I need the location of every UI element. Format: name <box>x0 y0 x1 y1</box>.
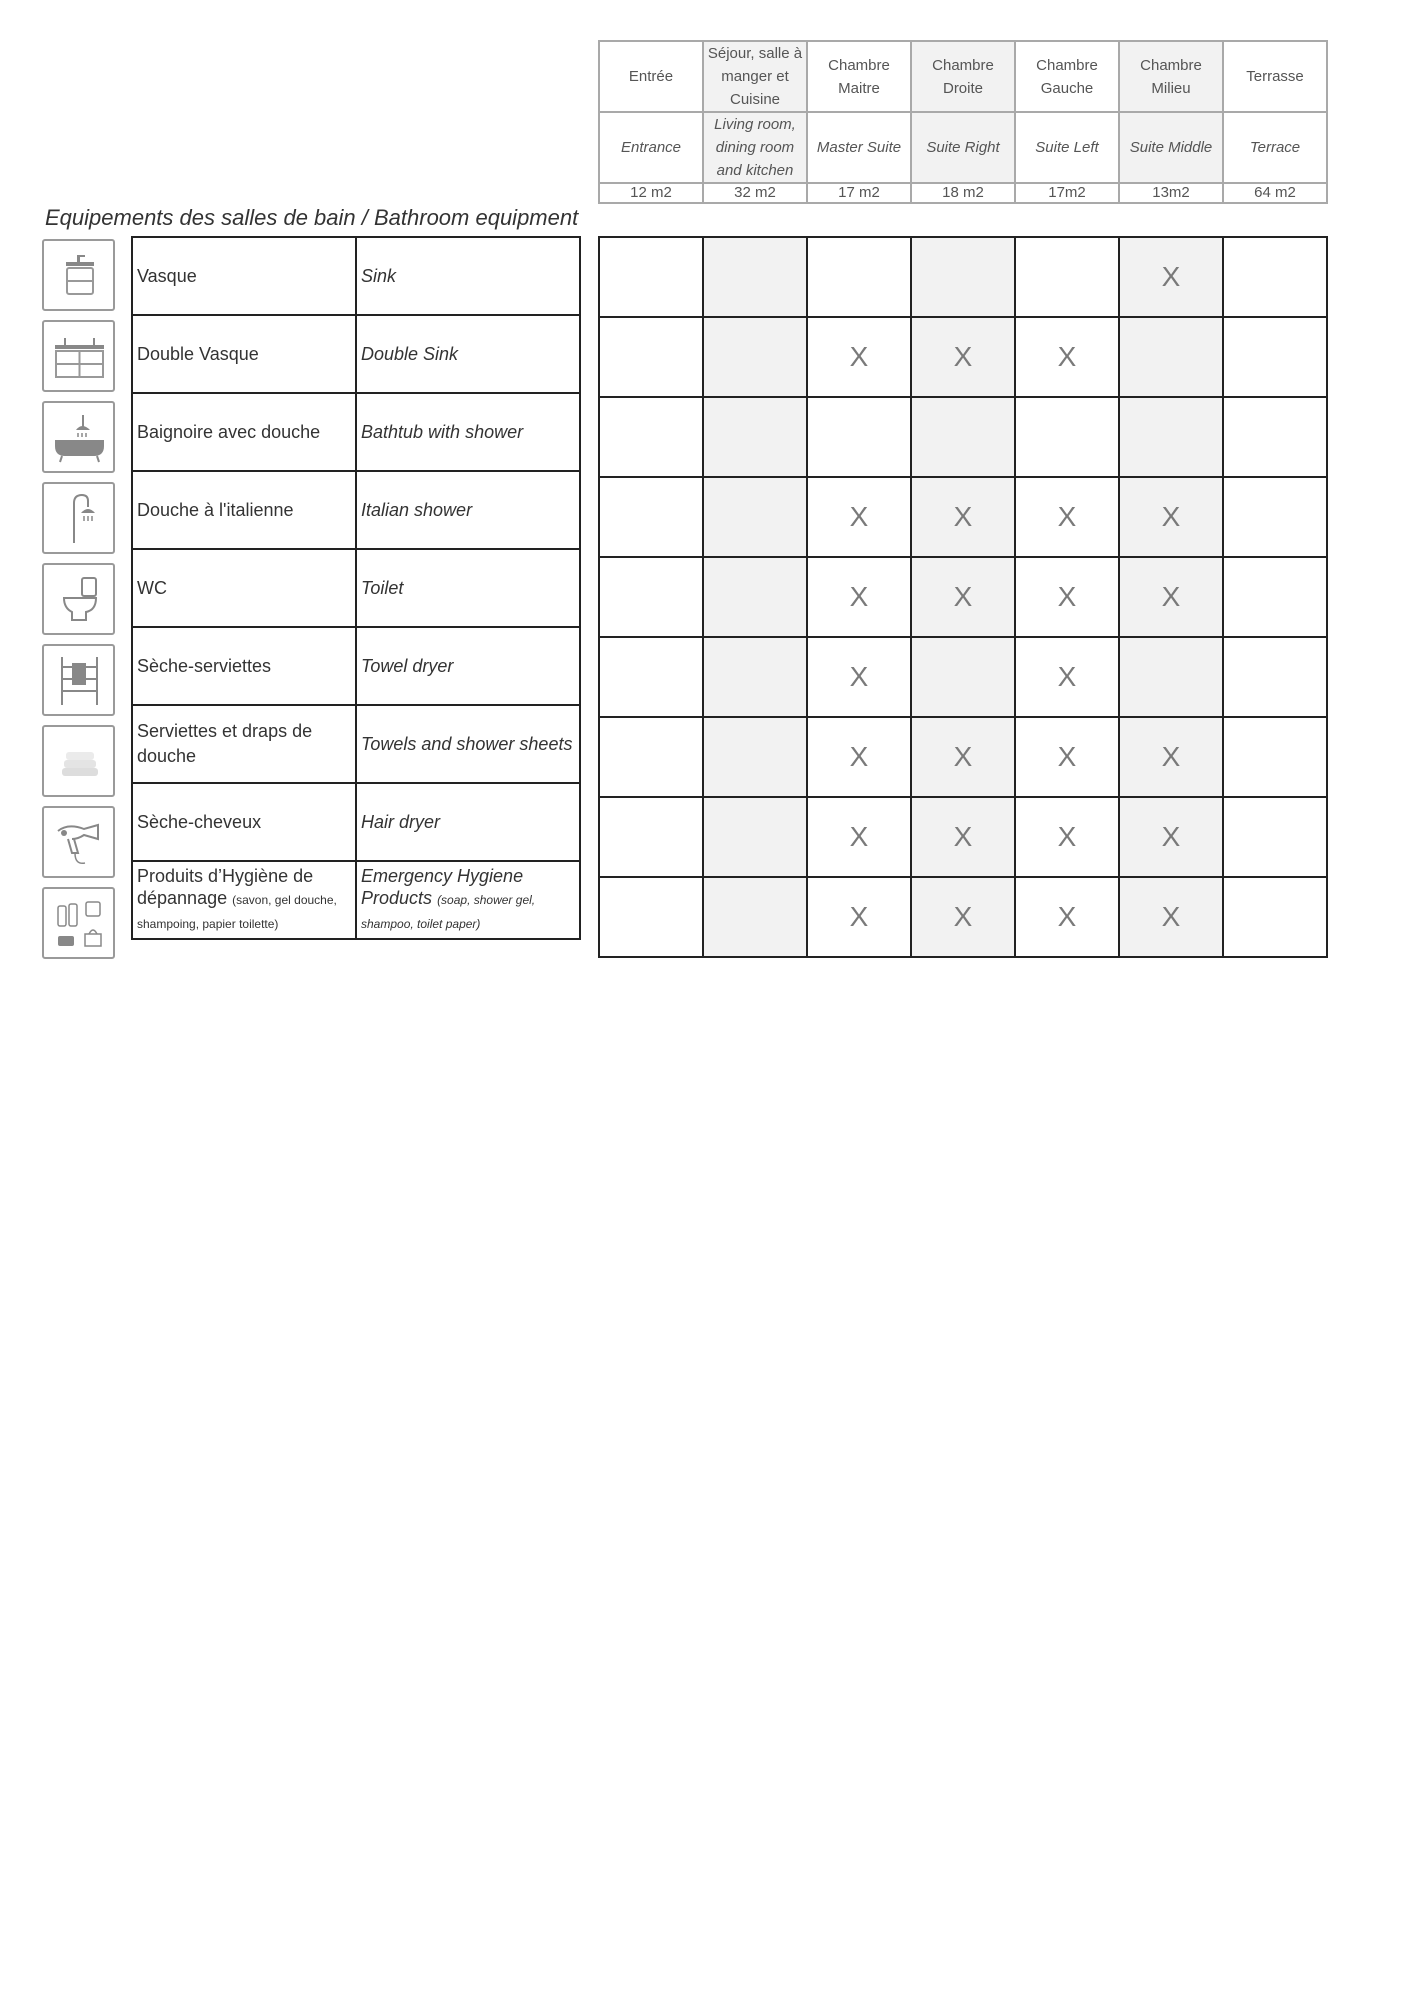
room-en-label: Entrance <box>599 112 703 183</box>
mark-cell: X <box>1119 877 1223 957</box>
equipment-en-cell <box>356 861 580 939</box>
rooms-area-row <box>599 183 1327 203</box>
equipment-fr-label: Baignoire avec douche <box>132 393 356 471</box>
room-en-label: Suite Left <box>1015 112 1119 183</box>
equipment-row <box>132 705 580 783</box>
equipment-row <box>132 627 580 705</box>
mark-cell <box>599 717 703 797</box>
equipment-row <box>132 549 580 627</box>
mark-cell: X <box>1015 317 1119 397</box>
room-area: 13m2 <box>1119 183 1223 203</box>
room-area: 17 m2 <box>807 183 911 203</box>
mark-cell: X <box>807 637 911 717</box>
rooms-header-table <box>598 40 1328 204</box>
mark-cell: X <box>911 557 1015 637</box>
mark-cell <box>599 397 703 477</box>
equipment-labels-table <box>131 236 581 940</box>
equipment-row <box>132 237 580 315</box>
mark-cell <box>911 397 1015 477</box>
mark-cell <box>1223 877 1327 957</box>
mark-cell: X <box>807 717 911 797</box>
equipment-fr-label: Douche à l'italienne <box>132 471 356 549</box>
mark-cell: X <box>911 797 1015 877</box>
mark-cell <box>1223 797 1327 877</box>
equipment-en-label: Sink <box>356 237 580 315</box>
mark-cell: X <box>1015 797 1119 877</box>
mark-cell <box>599 637 703 717</box>
equipment-fr-label: Serviettes et draps de douche <box>132 705 356 783</box>
marks-row <box>599 797 1327 877</box>
towels-icon <box>42 725 115 797</box>
mark-cell: X <box>807 477 911 557</box>
mark-cell: X <box>807 317 911 397</box>
mark-cell <box>1223 317 1327 397</box>
mark-cell: X <box>1119 237 1223 317</box>
marks-row <box>599 397 1327 477</box>
bathtub-icon <box>42 401 115 473</box>
room-en-label: Living room, dining room and kitchen <box>703 112 807 183</box>
mark-cell: X <box>1015 877 1119 957</box>
rooms-fr-row <box>599 41 1327 112</box>
equipment-en-label: Emergency Hygiene Products <box>361 866 524 908</box>
towel-dryer-icon <box>42 644 115 716</box>
room-en-label: Master Suite <box>807 112 911 183</box>
room-fr-label: Terrasse <box>1223 41 1327 112</box>
mark-cell: X <box>911 717 1015 797</box>
mark-cell <box>1223 717 1327 797</box>
shower-icon <box>42 482 115 554</box>
equipment-fr-label: WC <box>132 549 356 627</box>
equipment-row <box>132 861 580 939</box>
equipment-en-label: Towel dryer <box>356 627 580 705</box>
mark-cell <box>703 237 807 317</box>
mark-cell: X <box>807 557 911 637</box>
equipment-row <box>132 393 580 471</box>
mark-cell <box>599 237 703 317</box>
mark-cell <box>1223 557 1327 637</box>
mark-cell <box>1015 397 1119 477</box>
mark-cell: X <box>1015 637 1119 717</box>
mark-cell: X <box>1015 557 1119 637</box>
room-fr-label: Chambre Gauche <box>1015 41 1119 112</box>
mark-cell: X <box>1015 717 1119 797</box>
equipment-fr-label: Sèche-serviettes <box>132 627 356 705</box>
room-area: 32 m2 <box>703 183 807 203</box>
mark-cell <box>1119 637 1223 717</box>
equipment-en-label: Double Sink <box>356 315 580 393</box>
equipment-en-label: Hair dryer <box>356 783 580 861</box>
equipment-marks-table <box>598 236 1328 958</box>
room-fr-label: Entrée <box>599 41 703 112</box>
mark-cell <box>1119 397 1223 477</box>
marks-row <box>599 477 1327 557</box>
mark-cell <box>703 557 807 637</box>
marks-row <box>599 717 1327 797</box>
mark-cell <box>911 237 1015 317</box>
mark-cell <box>1119 317 1223 397</box>
section-title: Equipements des salles de bain / Bathroom equipment <box>45 205 579 230</box>
hygiene-products-icon <box>42 887 115 959</box>
equipment-en-label: Bathtub with shower <box>356 393 580 471</box>
mark-cell <box>1223 397 1327 477</box>
mark-cell <box>703 637 807 717</box>
mark-cell <box>911 637 1015 717</box>
toilet-icon <box>42 563 115 635</box>
marks-row <box>599 317 1327 397</box>
equipment-fr-label: Vasque <box>132 237 356 315</box>
equipment-row <box>132 315 580 393</box>
room-fr-label: Chambre Droite <box>911 41 1015 112</box>
hair-dryer-icon <box>42 806 115 878</box>
room-en-label: Suite Right <box>911 112 1015 183</box>
mark-cell <box>807 397 911 477</box>
mark-cell <box>599 797 703 877</box>
room-fr-label: Chambre Milieu <box>1119 41 1223 112</box>
mark-cell: X <box>807 877 911 957</box>
sink-icon <box>42 239 115 311</box>
mark-cell <box>1223 477 1327 557</box>
mark-cell: X <box>911 877 1015 957</box>
mark-cell <box>703 717 807 797</box>
double-sink-icon <box>42 320 115 392</box>
equipment-fr-label: Sèche-cheveux <box>132 783 356 861</box>
room-area: 64 m2 <box>1223 183 1327 203</box>
marks-row <box>599 877 1327 957</box>
mark-cell <box>703 317 807 397</box>
equipment-fr-cell <box>132 861 356 939</box>
mark-cell: X <box>1119 717 1223 797</box>
mark-cell <box>703 877 807 957</box>
room-fr-label: Chambre Maitre <box>807 41 911 112</box>
mark-cell: X <box>807 797 911 877</box>
mark-cell: X <box>1119 797 1223 877</box>
mark-cell <box>599 877 703 957</box>
mark-cell: X <box>911 477 1015 557</box>
equipment-en-label: Towels and shower sheets <box>356 705 580 783</box>
equipment-en-label: Italian shower <box>356 471 580 549</box>
mark-cell <box>703 397 807 477</box>
mark-cell <box>599 557 703 637</box>
rooms-en-row <box>599 112 1327 183</box>
room-en-label: Suite Middle <box>1119 112 1223 183</box>
marks-row <box>599 557 1327 637</box>
equipment-fr-label: Double Vasque <box>132 315 356 393</box>
mark-cell: X <box>911 317 1015 397</box>
mark-cell <box>599 317 703 397</box>
room-fr-label: Séjour, salle à manger et Cuisine <box>703 41 807 112</box>
room-en-label: Terrace <box>1223 112 1327 183</box>
room-area: 17m2 <box>1015 183 1119 203</box>
mark-cell <box>807 237 911 317</box>
mark-cell: X <box>1119 557 1223 637</box>
mark-cell <box>1223 237 1327 317</box>
equipment-en-label: Toilet <box>356 549 580 627</box>
mark-cell <box>703 797 807 877</box>
equipment-en-note: (soap, shower gel, shampoo, toilet paper) <box>361 893 536 931</box>
equipment-row <box>132 471 580 549</box>
mark-cell <box>599 477 703 557</box>
mark-cell <box>1223 637 1327 717</box>
equipment-row <box>132 783 580 861</box>
marks-row <box>599 637 1327 717</box>
mark-cell: X <box>1119 477 1223 557</box>
room-area: 18 m2 <box>911 183 1015 203</box>
equipment-fr-note: (savon, gel douche, shampoing, papier toilette) <box>137 893 337 931</box>
equipment-fr-label: Produits d’Hygiène de dépannage <box>137 866 314 908</box>
mark-cell <box>1015 237 1119 317</box>
mark-cell <box>703 477 807 557</box>
room-area: 12 m2 <box>599 183 703 203</box>
mark-cell: X <box>1015 477 1119 557</box>
marks-row <box>599 237 1327 317</box>
